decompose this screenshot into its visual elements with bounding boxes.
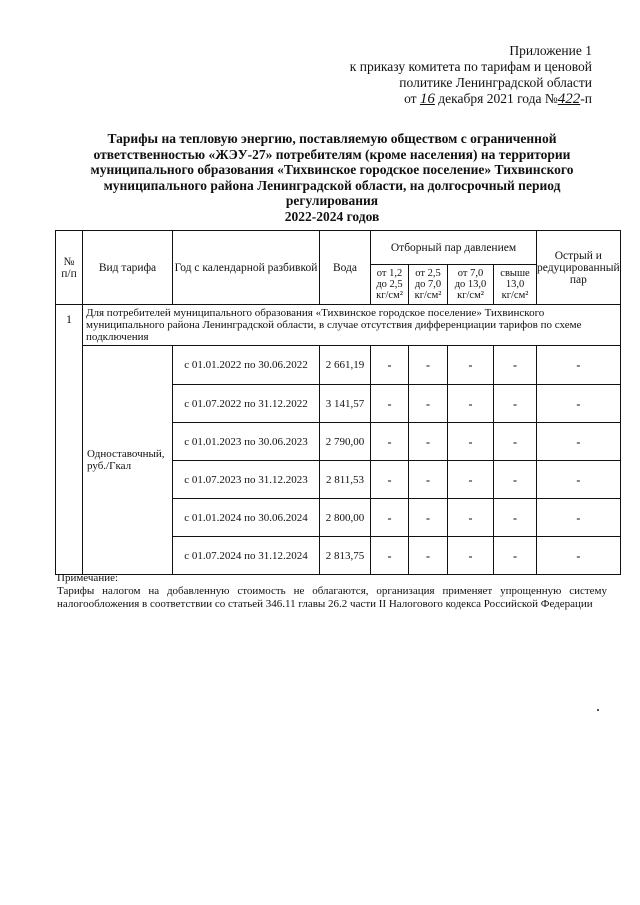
order-prefix: от: [404, 91, 417, 106]
pressure-1-cell: -: [371, 537, 409, 575]
appendix-order-line: [330, 91, 592, 107]
header-steam: Отборный пар давлением: [371, 231, 537, 265]
p4-line-b: 13,0: [505, 279, 525, 290]
pressure-1-cell: -: [371, 423, 409, 461]
title-line-2: ответственностью «ЖЭУ-27» потребителям (кроме населения) на территории: [93, 146, 571, 162]
title-line-4: муниципального района Ленинградской области, на долгосрочный период регулирования: [103, 177, 561, 208]
header-year: Год с календарной разбивкой: [173, 231, 320, 305]
header-sharp-steam: Острый и редуцированный пар: [537, 231, 621, 305]
period-cell: с 01.01.2022 по 30.06.2022: [173, 346, 320, 385]
order-number: 422: [557, 91, 581, 107]
tariff-kind-line-2: руб./Гкал: [87, 460, 132, 472]
water-cell: 2 813,75: [320, 537, 371, 575]
water-cell: 2 800,00: [320, 499, 371, 537]
tariff-kind-line-1: Одноставочный,: [87, 448, 165, 460]
sharp-steam-cell: -: [537, 499, 621, 537]
pressure-1-cell: -: [371, 499, 409, 537]
pressure-3-cell: -: [448, 385, 494, 423]
p2-line-a: от 2,5: [415, 268, 441, 279]
pressure-3-cell: -: [448, 461, 494, 499]
pressure-4-cell: -: [494, 385, 537, 423]
period-cell: с 01.01.2024 по 30.06.2024: [173, 499, 320, 537]
header-number: [56, 231, 83, 305]
pressure-4-cell: -: [494, 499, 537, 537]
p4-line-a: свыше: [500, 268, 530, 279]
period-cell: с 01.01.2023 по 30.06.2023: [173, 423, 320, 461]
p3-line-b: до 13,0: [454, 279, 487, 290]
note: [57, 572, 607, 611]
period-cell: с 01.07.2022 по 31.12.2022: [173, 385, 320, 423]
pressure-4-cell: -: [494, 461, 537, 499]
pressure-3-cell: -: [448, 346, 494, 385]
sharp-steam-cell: -: [537, 346, 621, 385]
pressure-1-cell: -: [371, 346, 409, 385]
header-number-label: п/п: [61, 267, 77, 280]
p1-line-b: до 2,5: [376, 279, 403, 290]
title-line-5: 2022-2024 годов: [284, 208, 380, 224]
pressure-3-cell: -: [448, 423, 494, 461]
pressure-3-cell: -: [448, 537, 494, 575]
appendix-line-1: Приложение 1: [509, 43, 592, 58]
header-pressure-3: [448, 265, 494, 305]
order-day: 16: [419, 91, 435, 107]
appendix-line-2: к приказу комитета по тарифам и ценовой: [349, 59, 592, 74]
water-cell: 2 790,00: [320, 423, 371, 461]
document-title: [58, 131, 606, 224]
header-tariff-type: Вид тарифа: [83, 231, 173, 305]
title-line-3: муниципального образования «Тихвинское городское поселение» Тихвинского: [90, 162, 574, 177]
pressure-4-cell: -: [494, 423, 537, 461]
pressure-2-cell: -: [409, 461, 448, 499]
row-number: 1: [56, 305, 83, 575]
appendix-line-3: политике Ленинградской области: [399, 75, 592, 90]
header-pressure-4: [494, 265, 537, 305]
p2-line-b: до 7,0: [414, 279, 442, 290]
order-suffix: -п: [580, 91, 592, 106]
tariff-kind: [83, 346, 173, 575]
table-row: [56, 346, 621, 385]
pressure-4-cell: -: [494, 537, 537, 575]
water-cell: 2 661,19: [320, 346, 371, 385]
note-heading: Примечание:: [57, 572, 119, 584]
water-cell: 2 811,53: [320, 461, 371, 499]
p4-line-c: кг/см²: [501, 290, 529, 301]
pressure-2-cell: -: [409, 423, 448, 461]
period-cell: с 01.07.2024 по 31.12.2024: [173, 537, 320, 575]
water-cell: 3 141,57: [320, 385, 371, 423]
note-body: Тарифы налогом на добавленную стоимость не облагаются, организация применяет упрощенную систему налогообложения в соответствии со статьей 346.11 главы 26.2 части II Налогового кодекса Российской Федерации: [57, 585, 607, 610]
order-middle: декабря 2021 года №: [438, 91, 558, 106]
sharp-steam-cell: -: [537, 537, 621, 575]
p1-line-c: кг/см²: [376, 290, 403, 301]
pressure-2-cell: -: [409, 346, 448, 385]
title-line-1: Тарифы на тепловую энергию, поставляемую обществом с ограниченной: [107, 131, 557, 146]
sharp-steam-cell: -: [537, 423, 621, 461]
p2-line-c: кг/см²: [414, 290, 442, 301]
pressure-1-cell: -: [371, 385, 409, 423]
scan-speck: [597, 709, 599, 711]
pressure-2-cell: -: [409, 537, 448, 575]
sharp-steam-cell: -: [537, 385, 621, 423]
header-pressure-2: [409, 265, 448, 305]
header-number-sign: №: [63, 255, 75, 268]
p3-line-c: кг/см²: [457, 290, 484, 301]
appendix-header: [330, 43, 592, 107]
pressure-4-cell: -: [494, 346, 537, 385]
p3-line-a: от 7,0: [457, 268, 484, 279]
tariff-table: [55, 230, 621, 575]
pressure-2-cell: -: [409, 385, 448, 423]
p1-line-a: от 1,2: [376, 268, 403, 279]
pressure-3-cell: -: [448, 499, 494, 537]
pressure-1-cell: -: [371, 461, 409, 499]
period-cell: с 01.07.2023 по 31.12.2023: [173, 461, 320, 499]
consumer-description: Для потребителей муниципального образования «Тихвинское городское поселение» Тихвинского муниципального района Ленинградской области, в случае отсутствия дифференциации тарифов по схеме подключения: [83, 305, 621, 346]
sharp-steam-cell: -: [537, 461, 621, 499]
header-water: Вода: [320, 231, 371, 305]
header-pressure-1: [371, 265, 409, 305]
pressure-2-cell: -: [409, 499, 448, 537]
